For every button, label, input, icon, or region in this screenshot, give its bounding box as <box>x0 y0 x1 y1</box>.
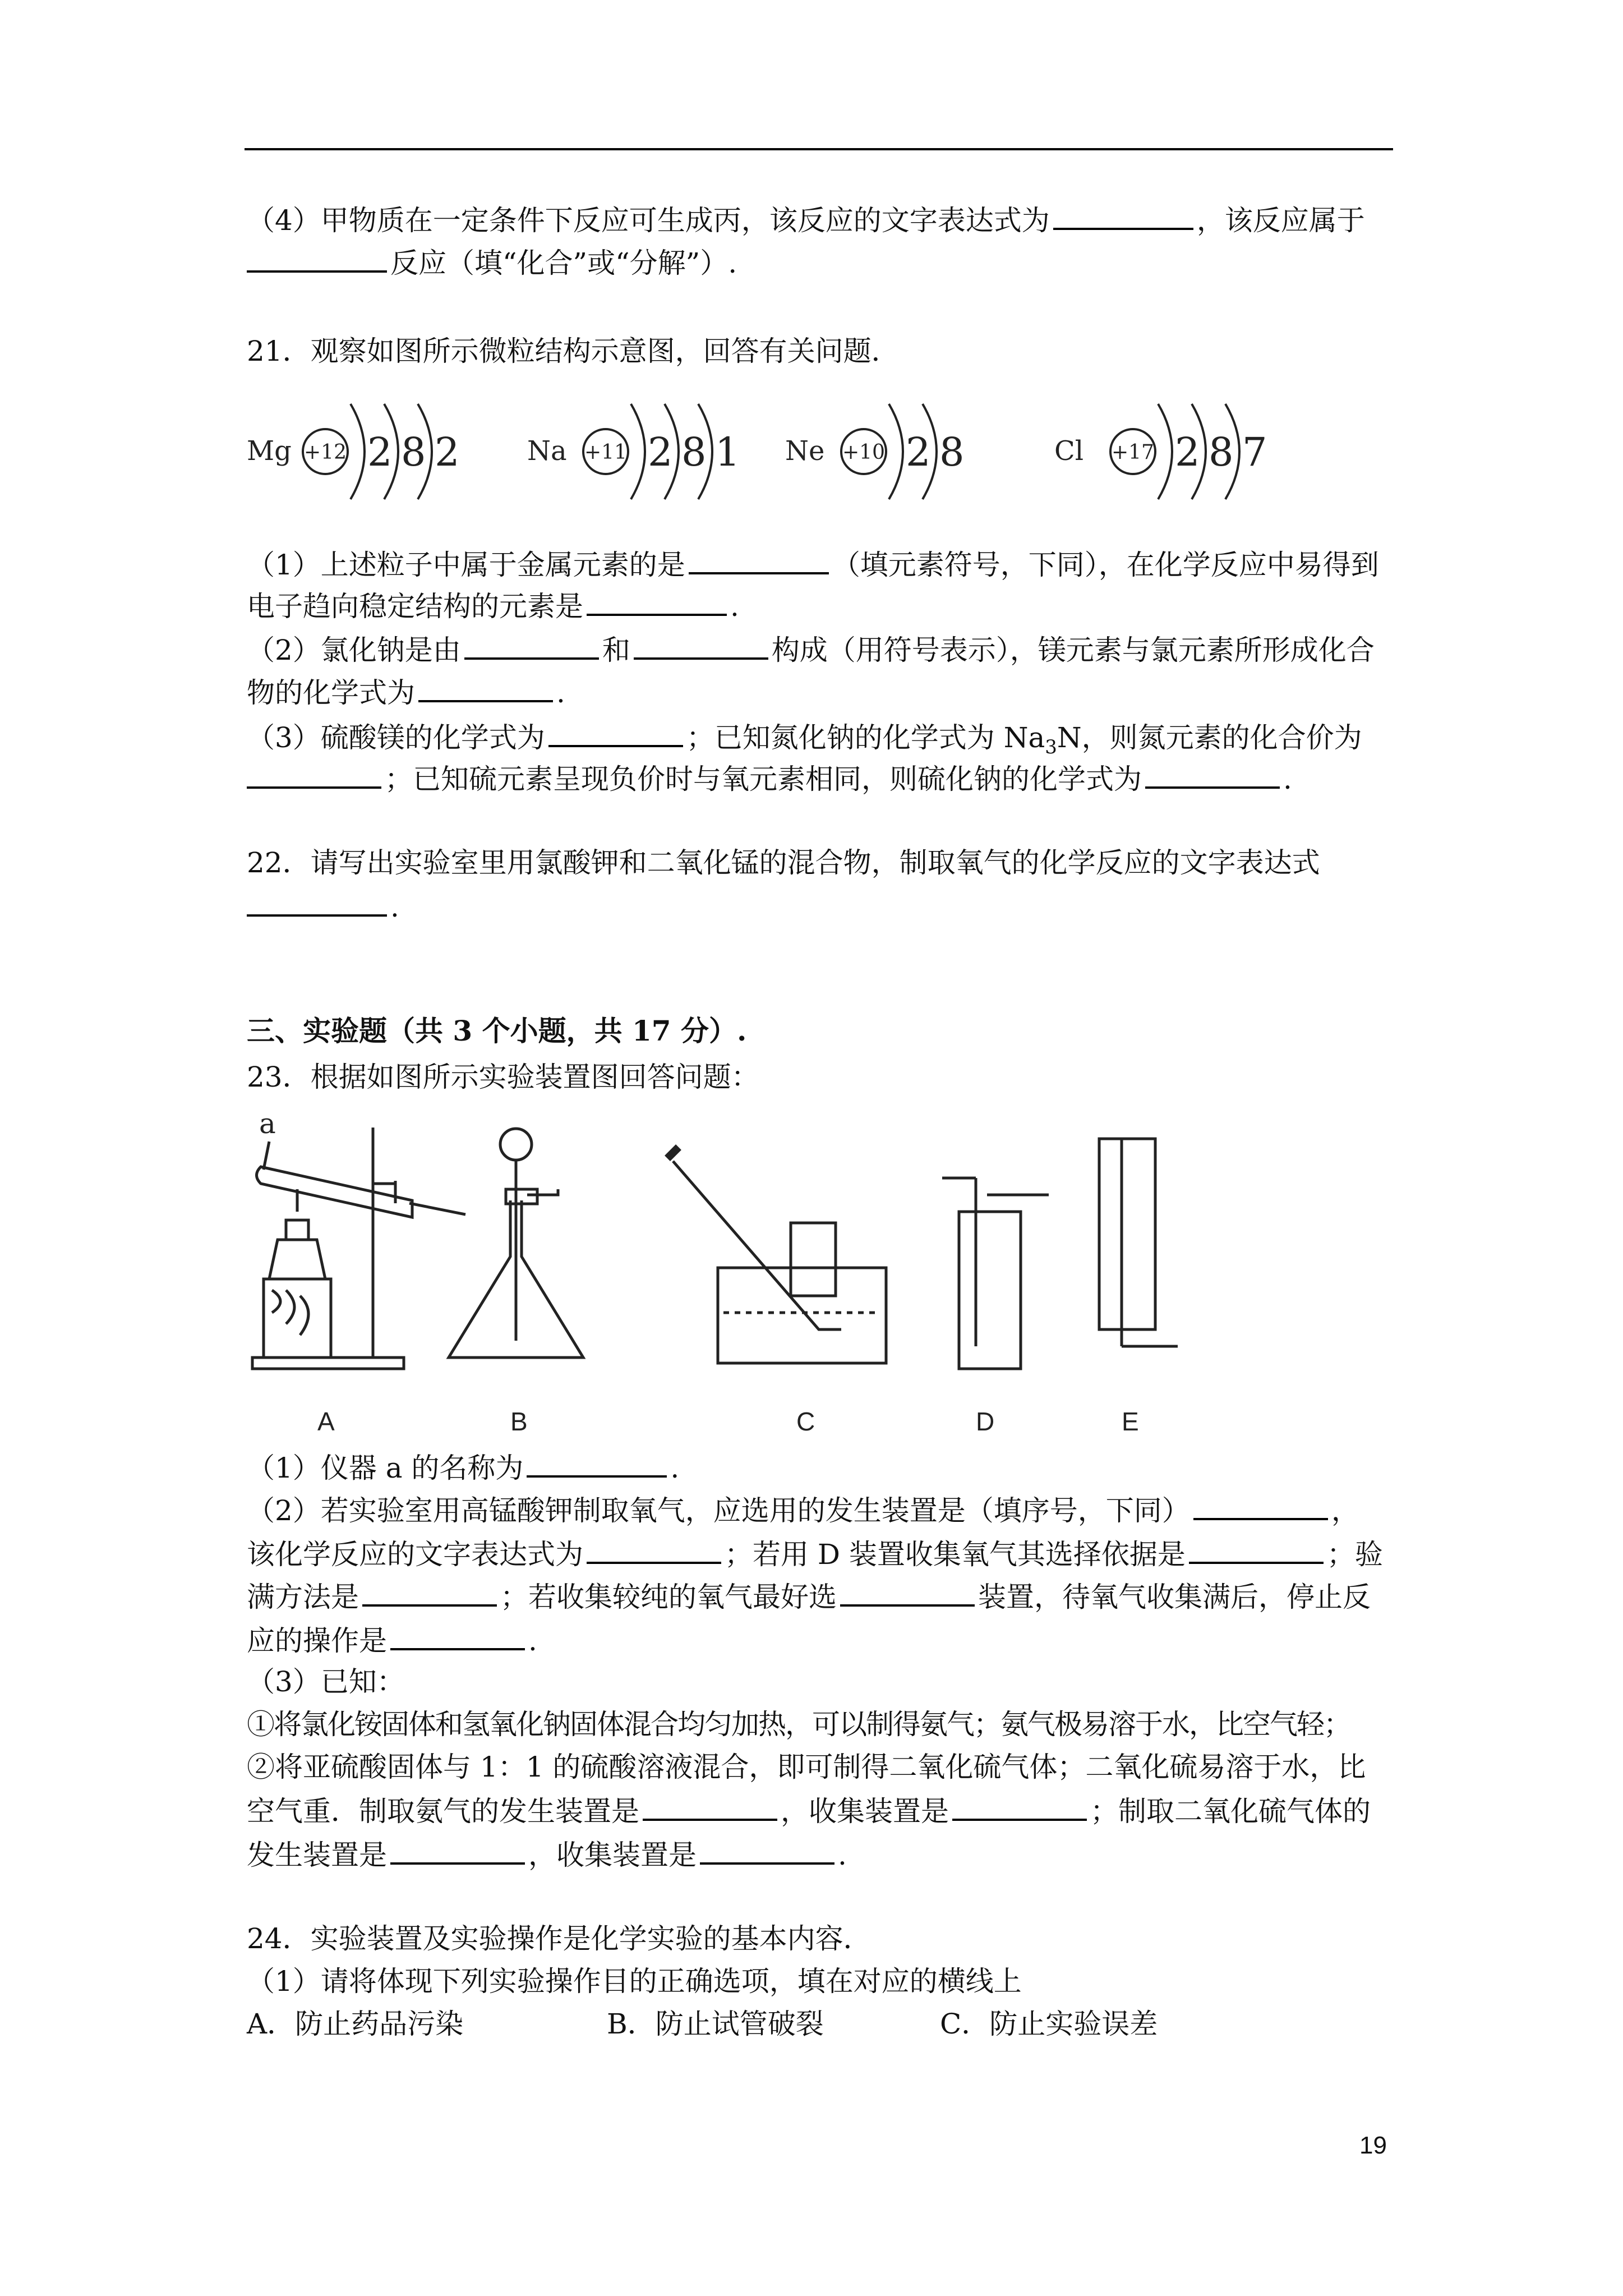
q23-p2-line-1: （2）若实验室用高锰酸钾制取氧气，应选用的发生装置是（填序号，下同） ， <box>247 1492 1359 1527</box>
q23-stem: 23．根据如图所示实验装置图回答问题： <box>247 1061 759 1093</box>
page-number: 19 <box>1359 2132 1387 2159</box>
answer-blank[interactable] <box>418 674 553 702</box>
option-c: C．防止实验误差 <box>940 2008 1158 2040</box>
atom-diagram-cl <box>1054 404 1267 499</box>
header-rule <box>245 148 1393 150</box>
q23-p1: （1）仪器 a 的名称为 . <box>247 1450 679 1485</box>
atom-diagram-mg <box>247 404 460 499</box>
atom-diagram-ne <box>785 404 965 499</box>
element-symbol: Ne <box>785 435 825 467</box>
electron-count: 2 <box>648 429 673 475</box>
electron-shell-arc <box>631 404 645 499</box>
section-title: 三、实验题（共 3 个小题，共 17 分）. <box>247 1014 747 1047</box>
q23-p2-line-4: 应的操作是 . <box>247 1622 537 1658</box>
q24-stem: 24．实验装置及实验操作是化学实验的基本内容． <box>247 1922 872 1955</box>
q20-line-2: 反应（填“化合”或“分解”）. <box>247 245 737 280</box>
label-a: a <box>259 1111 276 1140</box>
electron-count: 2 <box>367 429 393 475</box>
q23-p2-line-3: 满方法是 ；若收集较纯的氧气最好选 装置，待氧气收集满后，停止反 <box>247 1579 1371 1614</box>
answer-blank[interactable] <box>390 1622 525 1650</box>
q23-known-2: ②将亚硫酸固体与 1：1 的硫酸溶液混合，即可制得二氧化硫气体；二氧化硫易溶于水，比 <box>247 1751 1366 1783</box>
answer-blank[interactable] <box>840 1579 975 1607</box>
answer-blank[interactable] <box>1053 202 1193 230</box>
q23-known-3: 空气重．制取氨气的发生装置是 ，收集装置是 ；制取二氧化硫气体的 <box>247 1793 1371 1828</box>
q22-answer-line: . <box>247 889 399 924</box>
electron-count: 8 <box>681 429 707 475</box>
q21-p1-line-2: 电子趋向稳定结构的元素是 . <box>247 588 739 623</box>
apparatus-b <box>449 1129 583 1358</box>
answer-blank[interactable] <box>634 632 768 660</box>
electron-shell-arc <box>889 404 903 499</box>
answer-blank[interactable] <box>247 245 387 273</box>
apparatus-d <box>942 1178 1049 1369</box>
nucleus-charge: +12 <box>304 441 347 464</box>
answer-blank[interactable] <box>952 1793 1087 1821</box>
electron-count: 2 <box>906 429 931 475</box>
q21-p3-line-1: （3）硫酸镁的化学式为 ；已知氮化钠的化学式为 $Na_3N$，则氮元素的化合价为 <box>247 719 1362 764</box>
label-E: E <box>1122 1407 1139 1436</box>
answer-blank[interactable] <box>587 1536 721 1564</box>
q23-p3: （3）已知： <box>247 1665 405 1698</box>
q22-stem: 22．请写出实验室里用氯酸钾和二氧化锰的混合物，制取氧气的化学反应的文字表达式 <box>247 846 1320 879</box>
answer-blank[interactable] <box>464 632 599 660</box>
answer-blank[interactable] <box>1145 761 1280 789</box>
label-A: A <box>317 1407 335 1436</box>
answer-blank[interactable] <box>643 1793 777 1821</box>
electron-count: 2 <box>1175 429 1200 475</box>
answer-blank[interactable] <box>548 719 683 747</box>
label-B: B <box>510 1407 528 1436</box>
option-b: B．防止试管破裂 <box>607 2008 824 2040</box>
element-symbol: Mg <box>247 435 292 467</box>
answer-blank[interactable] <box>247 761 381 789</box>
nucleus-charge: +11 <box>584 441 627 464</box>
answer-blank[interactable] <box>1193 1492 1328 1520</box>
q24-p1: （1）请将体现下列实验操作目的正确选项，填在对应的横线上 <box>247 1965 1022 1998</box>
apparatus-c <box>667 1147 886 1363</box>
nucleus-charge: +10 <box>842 441 885 464</box>
apparatus-a <box>252 1111 465 1369</box>
q21-p2-line-1: （2）氯化钠是由 和 构成（用符号表示），镁元素与氯元素所形成化合 <box>247 632 1375 667</box>
answer-blank[interactable] <box>587 588 727 616</box>
electron-shell-arc <box>351 404 365 499</box>
label-C: C <box>796 1407 815 1436</box>
electron-count: 7 <box>1242 429 1267 475</box>
atom-diagram-na <box>527 404 740 499</box>
electron-count: 8 <box>939 429 965 475</box>
nucleus-charge: +17 <box>1112 441 1154 464</box>
electron-count: 2 <box>435 429 460 475</box>
electron-count: 1 <box>715 429 740 475</box>
q21-p3-line-2: ；已知硫元素呈现负价时与氧元素相同，则硫化钠的化学式为 . <box>247 761 1292 796</box>
q21-p1-line-1: （1）上述粒子中属于金属元素的是 （填元素符号，下同），在化学反应中易得到 <box>247 546 1379 582</box>
answer-blank[interactable] <box>247 889 387 917</box>
q21-stem: 21．观察如图所示微粒结构示意图，回答有关问题． <box>247 335 900 367</box>
q23-known-1: ①将氯化铵固体和氢氧化钠固体混合均匀加热，可以制得氨气；氨气极易溶于水，比空气轻； <box>247 1708 1350 1741</box>
answer-blank[interactable] <box>390 1837 525 1865</box>
answer-blank[interactable] <box>1189 1536 1324 1564</box>
answer-blank[interactable] <box>362 1579 497 1607</box>
atomic-structure-figure <box>241 381 1363 527</box>
q23-known-4: 发生装置是 ，收集装置是 . <box>247 1837 847 1872</box>
apparatus-figure <box>247 1111 1211 1447</box>
q21-p2-line-2: 物的化学式为 . <box>247 674 565 710</box>
electron-count: 8 <box>401 429 426 475</box>
option-a: A．防止药品污染 <box>247 2008 464 2040</box>
element-symbol: Na <box>527 435 567 467</box>
q23-p2-line-2: 该化学反应的文字表达式为 ；若用 D 装置收集氧气其选择依据是 ；验 <box>247 1536 1383 1571</box>
answer-blank[interactable] <box>689 546 829 574</box>
answer-blank[interactable] <box>527 1450 667 1478</box>
electron-shell-arc <box>1158 404 1172 499</box>
q20-line-1: （4）甲物质在一定条件下反应可生成丙，该反应的文字表达式为 ，该反应属于 <box>247 202 1365 237</box>
apparatus-e <box>1099 1139 1178 1346</box>
answer-blank[interactable] <box>700 1837 834 1865</box>
electron-count: 8 <box>1209 429 1234 475</box>
label-D: D <box>976 1407 995 1436</box>
element-symbol: Cl <box>1054 435 1084 467</box>
